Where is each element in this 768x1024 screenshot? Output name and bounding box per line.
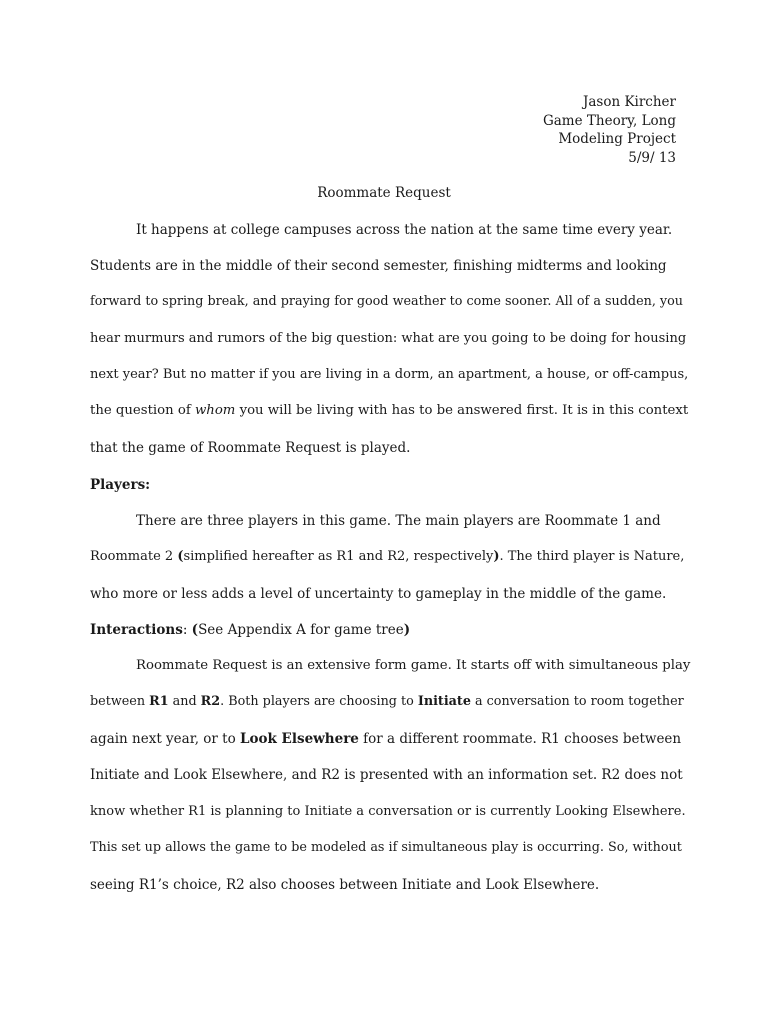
document-header bbox=[543, 93, 676, 167]
text-line: Roommate Request is an extensive form game. It starts off with simultaneous play bbox=[136, 658, 691, 673]
players-heading: Players: bbox=[90, 477, 151, 493]
text-line: know whether R1 is planning to Initiate a conversation or is currently Looking Elsewhere. bbox=[90, 804, 686, 819]
text-line: seeing R1’s choice, R2 also chooses between Initiate and Look Elsewhere. bbox=[90, 877, 600, 893]
text-line: that the game of Roommate Request is played. bbox=[90, 440, 411, 456]
document-title: Roommate Request bbox=[317, 185, 451, 201]
text-line: Students are in the middle of their second semester, finishing midterms and looking bbox=[90, 258, 667, 274]
text-line: Roommate 2 (simplified hereafter as R1 and R2, respectively). The third player is Nature, bbox=[90, 549, 685, 564]
text-line: This set up allows the game to be modeled as if simultaneous play is occurring. So, without bbox=[90, 840, 682, 855]
assignment-name: Modeling Project bbox=[558, 131, 676, 147]
text-line: next year? But no matter if you are living in a dorm, an apartment, a house, or off-campus, bbox=[90, 367, 689, 382]
text-line: forward to spring break, and praying for good weather to come sooner. All of a sudden, you bbox=[90, 294, 684, 309]
author-name: Jason Kircher bbox=[582, 94, 676, 110]
text-line: who more or less adds a level of uncertainty to gameplay in the middle of the game. bbox=[90, 586, 667, 602]
course-name: Game Theory, Long bbox=[542, 112, 676, 129]
interactions-heading: Interactions: (See Appendix A for game tree) bbox=[90, 622, 411, 638]
text-line: hear murmurs and rumors of the big question: what are you going to be doing for housing bbox=[90, 331, 687, 346]
text-line: Initiate and Look Elsewhere, and R2 is presented with an information set. R2 does not bbox=[90, 767, 683, 783]
text-line: the question of whom you will be living with has to be answered first. It is in this context bbox=[90, 403, 689, 418]
text-line: There are three players in this game. The main players are Roommate 1 and bbox=[136, 513, 661, 529]
text-line: It happens at college campuses across the nation at the same time every year. bbox=[136, 222, 673, 238]
text-line: again next year, or to Look Elsewhere for a different roommate. R1 chooses between bbox=[90, 731, 682, 747]
document-date: 5/9/ 13 bbox=[628, 149, 676, 166]
text-line: between R1 and R2. Both players are choosing to Initiate a conversation to room together bbox=[90, 694, 684, 709]
emphasis-whom: whom bbox=[194, 403, 236, 418]
